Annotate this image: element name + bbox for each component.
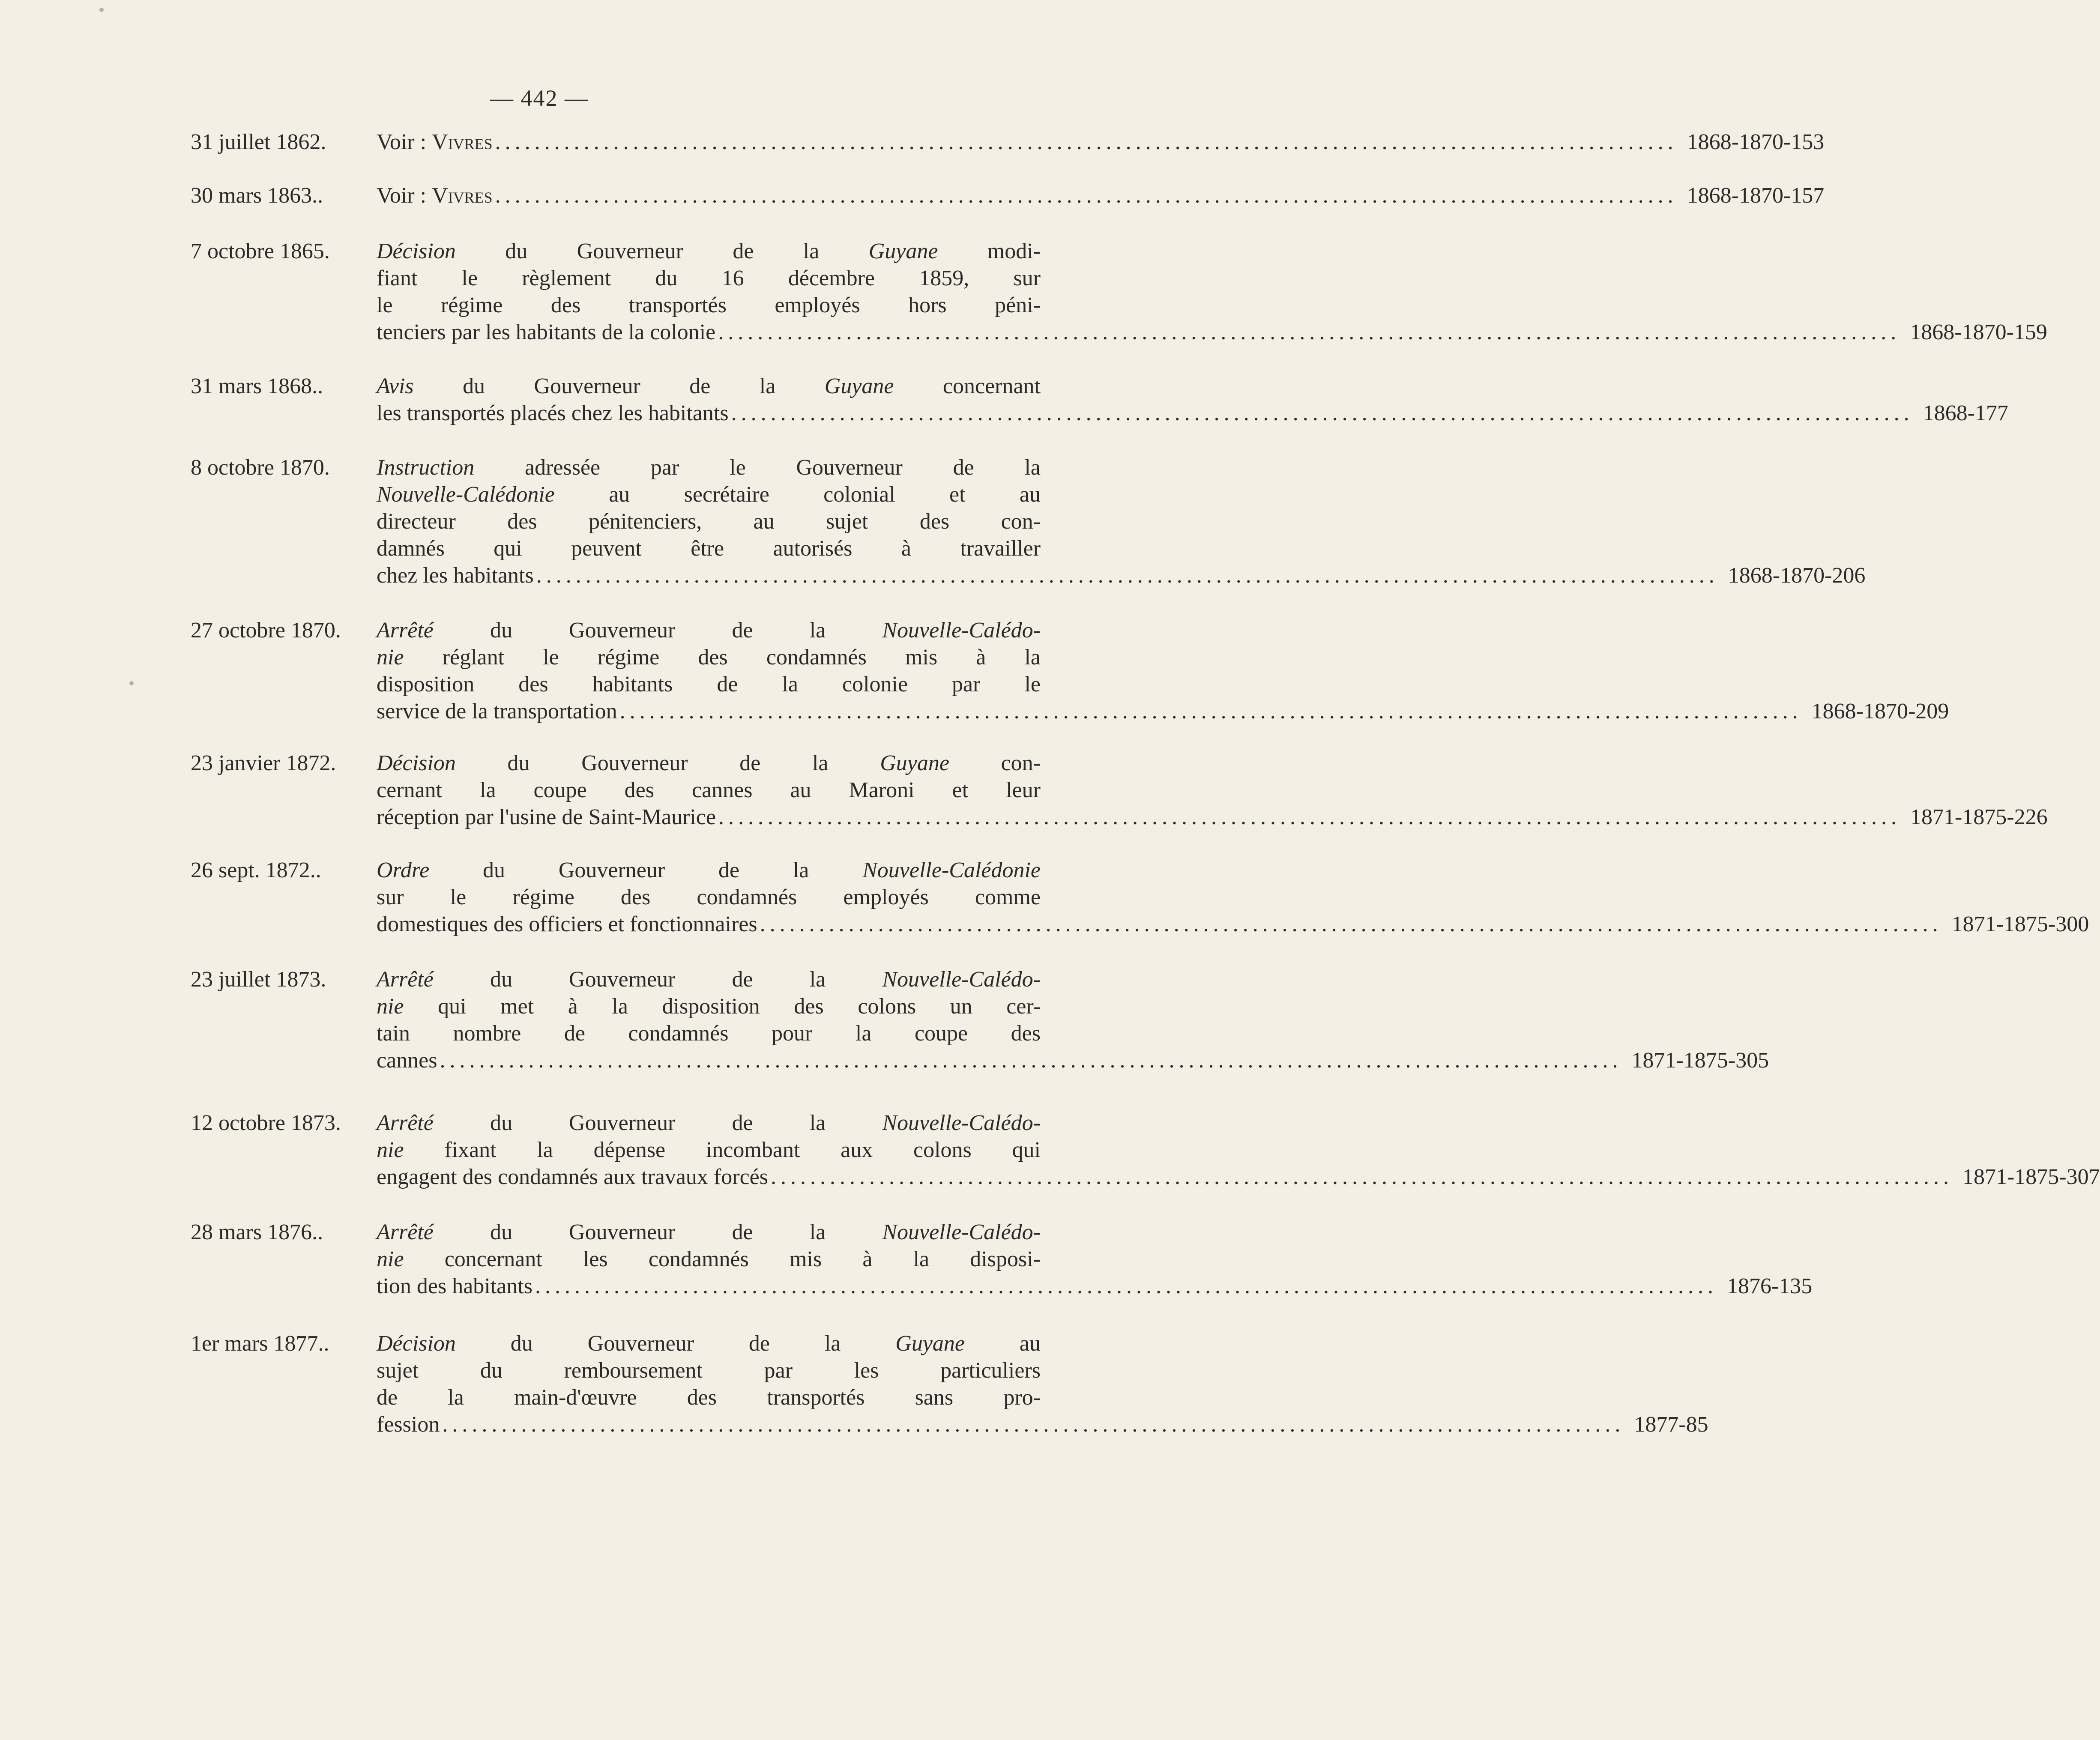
entry-text [377,1219,1813,1300]
italic-term: Guyane [868,239,938,263]
page-reference: 1868-1870-159 [1910,320,2047,344]
text-run: tion des habitants [377,1274,532,1298]
cross-reference: Vivres [432,130,493,154]
text-run: du Gouverneur de la [455,239,869,263]
entry-last-line [377,1411,1708,1438]
italic-term: Nouvelle-Calédonie [862,858,1041,882]
entry-date: 12 octobre 1873. [191,1111,341,1135]
entry-lead [377,1411,440,1438]
text-run: tenciers par les habitants de la colonie [377,320,716,344]
dot-leader: ........................................................................................................................ [619,699,1802,724]
italic-term: nie [377,645,404,670]
entry-text-line [377,671,1041,698]
entry-text-line [377,1357,1041,1384]
text-run: fixant la dépense incombant aux colons qui [404,1138,1041,1162]
entry-text-line [377,292,1041,319]
text-run: du Gouverneur de la [413,374,825,398]
page-reference: 1868-1870-153 [1687,130,1825,154]
entry-text-line [377,1246,1041,1273]
italic-term: Instruction [377,455,475,480]
dot-leader: ........................................................................................................................ [760,912,1942,936]
text-run: disposition des habitants de la colonie par le [377,672,1041,697]
dot-leader: ........................................................................................................................ [536,563,1719,588]
entry-lead [377,804,716,831]
entry-date: 23 juillet 1873. [191,967,326,992]
entry-date: 7 octobre 1865. [191,239,330,263]
entry-text-line [377,1330,1041,1357]
text-run: au [965,1331,1041,1356]
entry-text [377,373,2008,427]
page-number: — 442 — [490,85,589,111]
text-run: adressée par le Gouverneur de la [474,455,1041,480]
entry-text-line [377,617,1041,644]
entry-text-line [377,1020,1041,1047]
entry-text [377,182,1825,209]
text-run: sujet du remboursement par les particuliers [377,1358,1041,1383]
italic-term: Décision [377,239,456,263]
italic-term: Nouvelle-Calédo- [882,618,1041,643]
text-run: service de la transportation [377,699,617,724]
entry-text [377,1109,2100,1190]
entry-text-line [377,857,1041,884]
page-reference: 1871-1875-300 [1951,912,2089,936]
italic-term: Arrêté [377,967,434,992]
text-run: du Gouverneur de la [455,751,880,775]
entry-date: 1er mars 1877.. [191,1331,329,1356]
entry-date: 26 sept. 1872.. [191,858,321,882]
text-run: con- [949,751,1041,775]
text-run: domestiques des officiers et fonctionnaires [377,912,757,936]
entry-lead [377,1163,768,1190]
text-run: Voir : [377,130,432,154]
entry-text-line [377,777,1041,804]
entry-text [377,617,1949,725]
entry-last-line [377,319,2047,346]
page-reference: 1868-1870-157 [1687,183,1825,208]
italic-term: Guyane [880,751,949,775]
text-run: tain nombre de condamnés pour la coupe des [377,1021,1041,1046]
entry-text [377,1330,1708,1438]
entry-date: 23 janvier 1872. [191,751,336,775]
italic-term: Ordre [377,858,430,882]
page-reference: 1868-1870-209 [1811,699,1949,724]
entry-lead [377,698,617,725]
text-run: du Gouverneur de la [433,1111,882,1135]
italic-term: nie [377,994,404,1019]
entry-text [377,238,2047,346]
italic-term: Décision [377,751,456,775]
text-run: du Gouverneur de la [429,858,863,882]
dot-leader: ........................................................................................................................ [770,1165,1953,1189]
text-run: les transportés placés chez les habitants [377,401,729,425]
entry-text [377,129,1825,155]
italic-term: Nouvelle-Calédo- [882,1111,1041,1135]
italic-term: Décision [377,1331,456,1356]
entry-text [377,857,2089,938]
entry-text [377,966,1769,1074]
text-run: damnés qui peuvent être autorisés à travailler [377,536,1041,561]
entry-last-line [377,400,2008,427]
text-run: sur le régime des condamnés employés comme [377,885,1041,909]
entry-last-line [377,562,1866,589]
dot-leader: ........................................................................................................................ [495,130,1678,154]
entry-lead [377,400,729,427]
page-reference: 1876-135 [1726,1274,1813,1298]
entry-lead [377,319,715,346]
text-run: chez les habitants [377,563,534,588]
text-run: cernant la coupe des cannes au Maroni et leur [377,778,1041,802]
entry-text-line [377,1136,1041,1163]
entry-date: 30 mars 1863.. [191,183,323,208]
paper-speck [129,681,134,685]
dot-leader: ........................................................................................................................ [718,320,1901,344]
cross-reference: Vivres [432,183,493,208]
text-run: Voir : [377,183,432,208]
italic-term: Arrêté [377,618,434,643]
text-run: du Gouverneur de la [433,618,882,643]
entry-date: 27 octobre 1870. [191,618,341,643]
text-run: fession [377,1412,440,1437]
italic-term: nie [377,1247,404,1271]
text-run: modi- [938,239,1041,263]
entry-date: 31 mars 1868.. [191,374,323,398]
text-run: du Gouverneur de la [433,1220,882,1244]
text-run: au secrétaire colonial et au [554,482,1041,507]
entry-text-line [377,993,1041,1020]
text-run: concernant les condamnés mis à la disposi- [404,1247,1041,1271]
entry-text-line [377,373,1041,400]
paper-speck [99,8,104,12]
entry-last-line [377,1273,1813,1300]
entry-date: 28 mars 1876.. [191,1220,323,1244]
entry-last-line [377,129,1825,155]
entry-lead [377,182,493,209]
text-run: qui met à la disposition des colons un cer- [404,994,1041,1019]
page-reference: 1868-1870-206 [1728,563,1866,588]
entry-text-line [377,508,1041,535]
entry-text-line [377,265,1041,292]
entry-last-line [377,804,2048,831]
entry-last-line [377,182,1825,209]
entry-date: 8 octobre 1870. [191,455,330,480]
italic-term: Avis [377,374,414,398]
text-run: concernant [894,374,1041,398]
dot-leader: ........................................................................................................................ [442,1412,1625,1437]
entry-last-line [377,1047,1769,1074]
entry-lead [377,562,534,589]
entry-text-line [377,750,1041,777]
entry-text-line [377,238,1041,265]
text-run: cannes [377,1048,437,1073]
entry-text-line [377,454,1041,481]
italic-term: Nouvelle-Calédo- [882,967,1041,992]
text-run: du Gouverneur de la [433,967,882,992]
text-run: fiant le règlement du 16 décembre 1859, sur [377,266,1041,290]
page-reference: 1871-1875-226 [1910,805,2048,829]
page-reference: 1871-1875-305 [1631,1048,1769,1073]
text-run: du Gouverneur de la [455,1331,896,1356]
dot-leader: ........................................................................................................................ [535,1274,1717,1298]
italic-term: Nouvelle-Calédo- [882,1220,1041,1244]
entry-lead [377,129,493,155]
entry-lead [377,1273,532,1300]
dot-leader: ........................................................................................................................ [731,401,1914,425]
text-run: réception par l'usine de Saint-Maurice [377,805,716,829]
entry-last-line [377,698,1949,725]
dot-leader: ........................................................................................................................ [718,805,1901,829]
entry-text-line [377,1109,1041,1136]
text-run: directeur des pénitenciers, au sujet des con- [377,509,1041,534]
text-run: réglant le régime des condamnés mis à la [404,645,1041,670]
entry-text [377,454,1866,589]
entry-date: 31 juillet 1862. [191,130,326,154]
page-reference: 1877-85 [1634,1412,1708,1437]
page-reference: 1871-1875-307 [1962,1165,2100,1189]
italic-term: Guyane [895,1331,965,1356]
italic-term: Guyane [824,374,894,398]
entry-text [377,750,2048,831]
italic-term: nie [377,1138,404,1162]
entry-lead [377,911,757,938]
italic-term: Nouvelle-Calédonie [377,482,555,507]
text-run: de la main-d'œuvre des transportés sans pro- [377,1385,1041,1410]
dot-leader: ........................................................................................................................ [440,1048,1622,1073]
entry-text-line [377,481,1041,508]
text-run: le régime des transportés employés hors péni- [377,293,1041,317]
entry-text-line [377,1219,1041,1246]
entry-text-line [377,1384,1041,1411]
entry-text-line [377,966,1041,993]
entry-text-line [377,535,1041,562]
italic-term: Arrêté [377,1220,434,1244]
text-run: engagent des condamnés aux travaux forcés [377,1165,768,1189]
entry-last-line [377,1163,2100,1190]
entry-text-line [377,884,1041,911]
entry-text-line [377,644,1041,671]
entry-lead [377,1047,437,1074]
dot-leader: ........................................................................................................................ [495,183,1678,208]
entry-last-line [377,911,2089,938]
italic-term: Arrêté [377,1111,434,1135]
page-reference: 1868-177 [1923,401,2008,425]
